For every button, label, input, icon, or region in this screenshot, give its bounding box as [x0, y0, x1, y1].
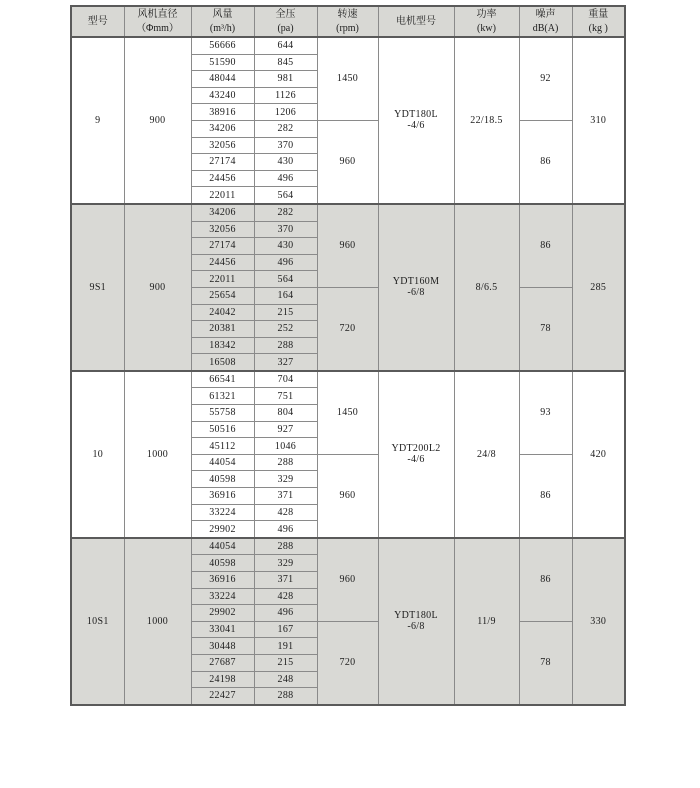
cell-noise-low: 86	[519, 454, 572, 537]
cell-motor-model	[378, 204, 454, 371]
cell-flow: 32056	[191, 221, 254, 238]
cell-flow: 16508	[191, 354, 254, 371]
cell-pressure: 191	[254, 638, 317, 655]
col-header-model	[71, 6, 124, 37]
cell-pressure: 428	[254, 588, 317, 605]
cell-flow: 43240	[191, 87, 254, 104]
header-line2: (rpm)	[336, 22, 359, 34]
header-row	[71, 6, 625, 37]
cell-flow: 24042	[191, 304, 254, 321]
header-line1: 电机型号	[396, 15, 436, 27]
cell-flow: 40598	[191, 555, 254, 572]
cell-flow: 22427	[191, 688, 254, 705]
col-header-pressure	[254, 6, 317, 37]
cell-speed-high: 960	[317, 204, 378, 287]
cell-pressure: 282	[254, 120, 317, 137]
cell-pressure: 644	[254, 37, 317, 54]
cell-pressure: 751	[254, 388, 317, 405]
table-row	[71, 371, 625, 388]
cell-noise-high: 92	[519, 37, 572, 120]
cell-pressure: 329	[254, 555, 317, 572]
cell-pressure: 496	[254, 605, 317, 622]
cell-flow: 32056	[191, 137, 254, 154]
cell-motor-model	[378, 37, 454, 204]
motor-model-line2: -4/6	[407, 454, 425, 466]
motor-model-line1: YDT200L2	[391, 443, 441, 455]
header-line1: 风量	[212, 9, 233, 20]
cell-diameter: 1000	[124, 538, 191, 705]
cell-pressure: 496	[254, 170, 317, 187]
section-10S1	[71, 538, 625, 705]
motor-model-line2: -4/6	[407, 120, 425, 132]
cell-flow: 27687	[191, 654, 254, 671]
cell-pressure: 430	[254, 154, 317, 171]
cell-power: 8/6.5	[454, 204, 519, 371]
header-line2: (kw)	[477, 22, 496, 34]
cell-pressure: 564	[254, 187, 317, 204]
header-line2: (pa)	[277, 22, 294, 34]
cell-pressure: 327	[254, 354, 317, 371]
col-header-motor	[378, 6, 454, 37]
cell-flow: 36916	[191, 572, 254, 589]
cell-flow: 24456	[191, 170, 254, 187]
cell-flow: 30448	[191, 638, 254, 655]
cell-speed-high: 960	[317, 538, 378, 621]
cell-flow: 36916	[191, 488, 254, 505]
cell-noise-low: 78	[519, 287, 572, 370]
cell-pressure: 496	[254, 521, 317, 538]
cell-flow: 48044	[191, 71, 254, 88]
cell-pressure: 1126	[254, 87, 317, 104]
cell-pressure: 981	[254, 71, 317, 88]
cell-diameter: 900	[124, 37, 191, 204]
header-line1: 型号	[87, 15, 108, 27]
section-9	[71, 37, 625, 204]
cell-motor-model	[378, 371, 454, 538]
header-line1: 重量	[588, 9, 609, 20]
cell-flow: 29902	[191, 521, 254, 538]
cell-speed-high: 1450	[317, 371, 378, 454]
cell-pressure: 371	[254, 572, 317, 589]
header-line1: 功率	[476, 9, 497, 20]
cell-flow: 38916	[191, 104, 254, 121]
cell-noise-high: 86	[519, 204, 572, 287]
cell-pressure: 248	[254, 671, 317, 688]
cell-flow: 55758	[191, 405, 254, 422]
cell-flow: 33224	[191, 588, 254, 605]
cell-pressure: 329	[254, 471, 317, 488]
cell-pressure: 845	[254, 54, 317, 71]
motor-model-line2: -6/8	[407, 621, 425, 633]
cell-speed-high: 1450	[317, 37, 378, 120]
cell-pressure: 564	[254, 271, 317, 288]
header-line1: 噪声	[535, 9, 556, 20]
cell-flow: 29902	[191, 605, 254, 622]
cell-power: 22/18.5	[454, 37, 519, 204]
cell-pressure: 215	[254, 304, 317, 321]
cell-pressure: 704	[254, 371, 317, 388]
motor-model-line1: YDT160M	[392, 276, 440, 288]
cell-speed-low: 960	[317, 120, 378, 203]
cell-flow: 33224	[191, 504, 254, 521]
fan-spec-table	[70, 5, 626, 706]
cell-flow: 25654	[191, 287, 254, 304]
cell-flow: 34206	[191, 204, 254, 221]
cell-pressure: 282	[254, 204, 317, 221]
cell-pressure: 371	[254, 488, 317, 505]
cell-motor-model	[378, 538, 454, 705]
cell-noise-high: 93	[519, 371, 572, 454]
cell-model: 10S1	[71, 538, 124, 705]
cell-flow: 34206	[191, 120, 254, 137]
document-page	[0, 5, 700, 706]
cell-power: 24/8	[454, 371, 519, 538]
section-10	[71, 371, 625, 538]
cell-pressure: 288	[254, 454, 317, 471]
col-header-flow	[191, 6, 254, 37]
cell-model: 10	[71, 371, 124, 538]
table-row	[71, 37, 625, 54]
cell-flow: 22011	[191, 187, 254, 204]
header-line2: （Φmm）	[136, 22, 179, 34]
col-header-noise	[519, 6, 572, 37]
cell-flow: 27174	[191, 154, 254, 171]
cell-diameter: 900	[124, 204, 191, 371]
header-line1: 转速	[337, 9, 358, 20]
cell-pressure: 430	[254, 238, 317, 255]
cell-pressure: 428	[254, 504, 317, 521]
motor-model-line1: YDT180L	[394, 109, 438, 121]
cell-flow: 44054	[191, 538, 254, 555]
cell-pressure: 804	[254, 405, 317, 422]
cell-pressure: 164	[254, 287, 317, 304]
cell-flow: 18342	[191, 337, 254, 354]
header-line2: (kg )	[588, 22, 608, 34]
motor-model-line1: YDT180L	[394, 610, 438, 622]
header-line1: 风机直径	[137, 9, 178, 20]
header-line2: (m³/h)	[209, 22, 236, 34]
cell-flow: 56666	[191, 37, 254, 54]
cell-pressure: 1206	[254, 104, 317, 121]
cell-pressure: 288	[254, 538, 317, 555]
cell-model: 9	[71, 37, 124, 204]
cell-pressure: 288	[254, 337, 317, 354]
cell-pressure: 252	[254, 321, 317, 338]
cell-noise-low: 86	[519, 120, 572, 203]
cell-flow: 40598	[191, 471, 254, 488]
cell-weight: 330	[572, 538, 625, 705]
cell-noise-high: 86	[519, 538, 572, 621]
cell-flow: 33041	[191, 621, 254, 638]
col-header-weight	[572, 6, 625, 37]
section-9S1	[71, 204, 625, 371]
cell-flow: 61321	[191, 388, 254, 405]
cell-pressure: 370	[254, 221, 317, 238]
cell-pressure: 288	[254, 688, 317, 705]
col-header-diameter	[124, 6, 191, 37]
cell-weight: 420	[572, 371, 625, 538]
cell-speed-low: 960	[317, 454, 378, 537]
header-line2: dB(A)	[532, 22, 559, 34]
cell-flow: 20381	[191, 321, 254, 338]
col-header-speed	[317, 6, 378, 37]
cell-flow: 50516	[191, 421, 254, 438]
cell-flow: 24456	[191, 254, 254, 271]
table-row	[71, 538, 625, 555]
cell-flow: 51590	[191, 54, 254, 71]
cell-pressure: 167	[254, 621, 317, 638]
motor-model-line2: -6/8	[407, 287, 425, 299]
table-row	[71, 204, 625, 221]
cell-model: 9S1	[71, 204, 124, 371]
cell-power: 11/9	[454, 538, 519, 705]
cell-pressure: 927	[254, 421, 317, 438]
cell-speed-low: 720	[317, 621, 378, 704]
cell-diameter: 1000	[124, 371, 191, 538]
cell-speed-low: 720	[317, 287, 378, 370]
cell-pressure: 1046	[254, 438, 317, 455]
cell-weight: 310	[572, 37, 625, 204]
cell-pressure: 370	[254, 137, 317, 154]
cell-flow: 44054	[191, 454, 254, 471]
cell-pressure: 496	[254, 254, 317, 271]
header-line1: 全压	[275, 9, 296, 20]
cell-pressure: 215	[254, 654, 317, 671]
cell-flow: 22011	[191, 271, 254, 288]
cell-flow: 27174	[191, 238, 254, 255]
cell-noise-low: 78	[519, 621, 572, 704]
cell-flow: 45112	[191, 438, 254, 455]
cell-flow: 66541	[191, 371, 254, 388]
cell-flow: 24198	[191, 671, 254, 688]
col-header-power	[454, 6, 519, 37]
cell-weight: 285	[572, 204, 625, 371]
